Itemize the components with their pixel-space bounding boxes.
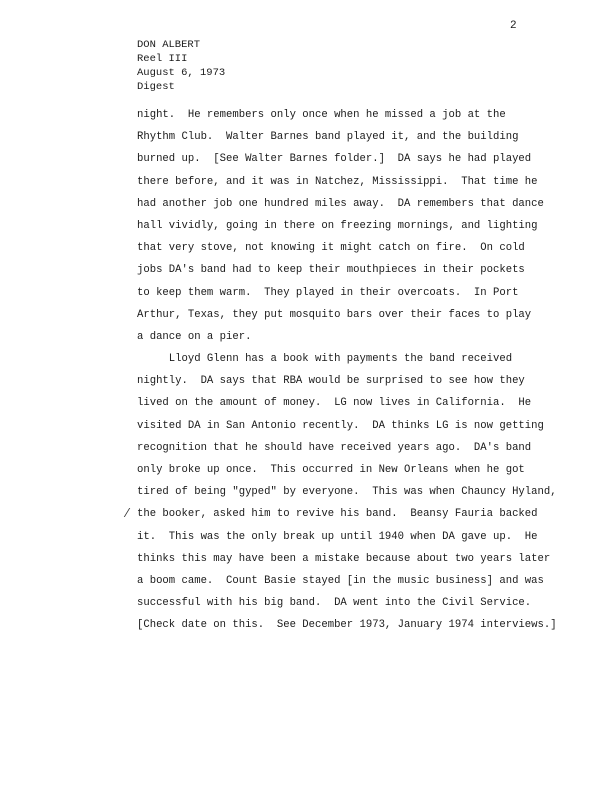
body-line: thinks this may have been a mistake because about two years later bbox=[137, 552, 551, 565]
body-line: the booker, asked him to revive his band. Beansy Fauria backed bbox=[137, 508, 538, 521]
body-line: to keep them warm. They played in their overcoats. In Port bbox=[137, 286, 519, 299]
body-line: there before, and it was in Natchez, Mississippi. That time he bbox=[137, 175, 538, 188]
digest-body bbox=[137, 104, 577, 637]
header-date: August 6, 1973 bbox=[137, 67, 226, 79]
body-line: tired of being "gyped" by everyone. This was when Chauncy Hyland, bbox=[137, 486, 557, 499]
body-line: Rhythm Club. Walter Barnes band played it, and the building bbox=[137, 131, 519, 144]
document-header bbox=[137, 38, 225, 94]
body-line: nightly. DA says that RBA would be surprised to see how they bbox=[137, 375, 525, 388]
body-line: a dance on a pier. bbox=[137, 330, 252, 343]
header-interviewee: DON ALBERT bbox=[137, 39, 201, 51]
body-line: jobs DA's band had to keep their mouthpieces in their pockets bbox=[137, 264, 525, 277]
body-line: a boom came. Count Basie stayed [in the music business] and was bbox=[137, 574, 544, 587]
page-number: 2 bbox=[510, 20, 517, 32]
body-line: visited DA in San Antonio recently. DA thinks LG is now getting bbox=[137, 419, 544, 432]
body-line: successful with his big band. DA went into the Civil Service. bbox=[137, 597, 532, 610]
body-line: Arthur, Texas, they put mosquito bars over their faces to play bbox=[137, 308, 532, 321]
body-line: Lloyd Glenn has a book with payments the band received bbox=[137, 353, 513, 366]
body-line: lived on the amount of money. LG now lives in California. He bbox=[137, 397, 532, 410]
body-line: that very stove, not knowing it might catch on fire. On cold bbox=[137, 242, 525, 255]
header-type: Digest bbox=[137, 81, 175, 93]
body-line: hall vividly, going in there on freezing mornings, and lighting bbox=[137, 219, 538, 232]
body-line: night. He remembers only once when he missed a job at the bbox=[137, 109, 506, 121]
body-line: had another job one hundred miles away. DA remembers that dance bbox=[137, 197, 544, 210]
body-line: only broke up once. This occurred in New Orleans when he got bbox=[137, 464, 525, 476]
body-line: [Check date on this. See December 1973, January 1974 interviews.] bbox=[137, 619, 557, 632]
body-line: it. This was the only break up until 1940 when DA gave up. He bbox=[137, 530, 538, 543]
header-reel: Reel III bbox=[137, 53, 188, 65]
body-line: recognition that he should have received years ago. DA's band bbox=[137, 441, 532, 454]
body-line: burned up. [See Walter Barnes folder.] DA says he had played bbox=[137, 153, 532, 166]
handwritten-check-mark: ⁄ bbox=[126, 506, 129, 520]
